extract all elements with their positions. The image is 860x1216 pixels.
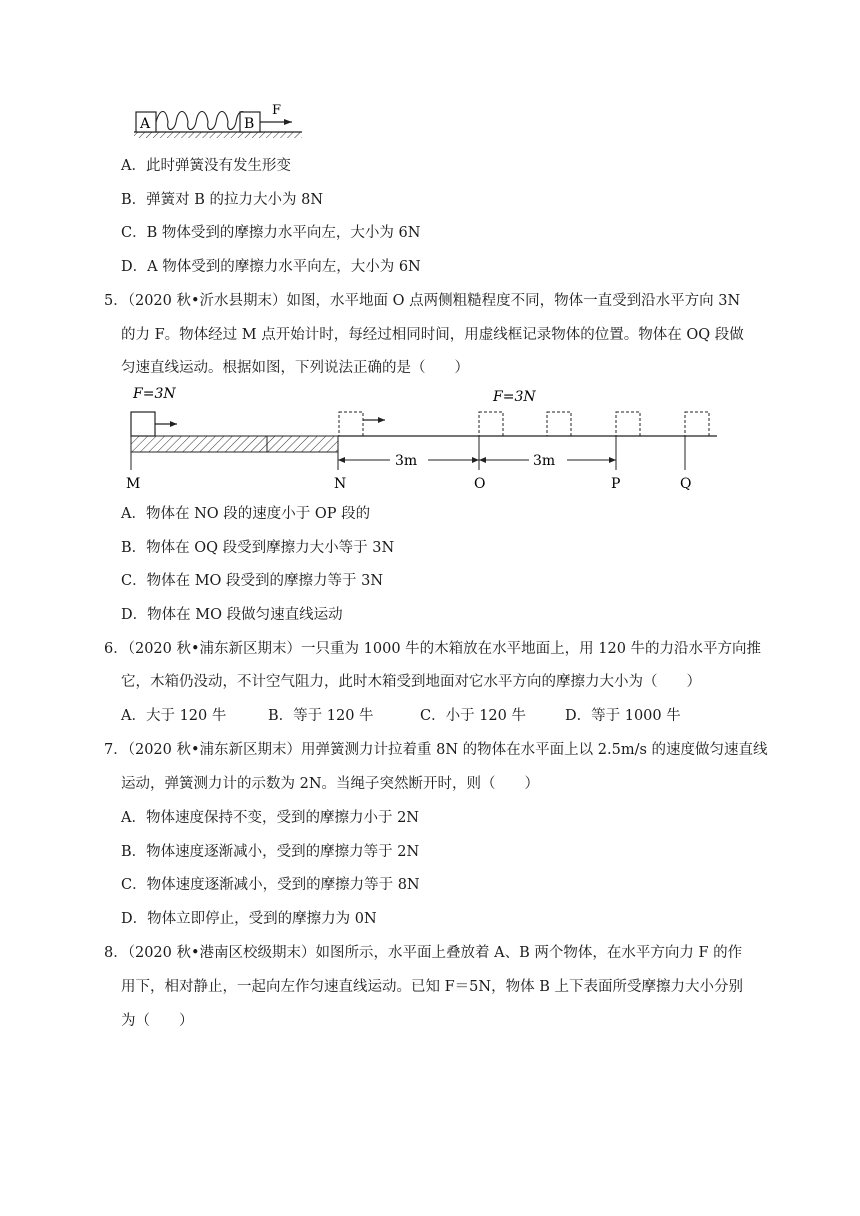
q8-stem-line-2: 用下，相对静止，一起向左作匀速直线运动。已知 F＝5N，物体 B 上下表面所受摩擦力大小分别 — [121, 979, 743, 995]
dashed-block-n — [339, 412, 363, 436]
dimension-arrow-1-left — [338, 457, 345, 463]
q4-option-c: C．B 物体受到的摩擦力水平向左，大小为 6N — [121, 225, 421, 241]
q7-stem-line-1: 7．（2020 秋•浦东新区期末）用弹簧测力计拉着重 8N 的物体在水平面上以 2.5m/s 的速度做匀速直线 — [104, 742, 768, 758]
dimension-arrow-2-left — [479, 457, 486, 463]
distance-label-1: 3m — [395, 453, 418, 469]
force-label-1: F=3N — [133, 386, 176, 402]
distance-label-2: 3m — [533, 453, 556, 469]
q7-option-a: A．物体速度保持不变，受到的摩擦力小于 2N — [121, 810, 419, 826]
dashed-block-p — [616, 412, 640, 436]
q6-option-d: D．等于 1000 牛 — [565, 708, 681, 724]
q4-option-a: A．此时弹簧没有发生形变 — [121, 158, 291, 174]
q4-option-b: B．弹簧对 B 的拉力大小为 8N — [121, 192, 324, 208]
dashed-block-o — [479, 412, 503, 436]
spring-blocks-figure — [120, 100, 310, 142]
arrow-head-at-n — [378, 417, 385, 423]
dashed-block-q — [685, 412, 709, 436]
block-a-label: A — [140, 116, 151, 132]
dashed-block-mid — [547, 412, 571, 436]
block-at-m — [131, 412, 155, 436]
rough-surface — [131, 436, 338, 452]
q5-stem-line-1: 5．（2020 秋•沂水县期末）如图，水平地面 O 点两侧粗糙程度不同，物体一直受到沿水平方向 3N — [104, 293, 741, 309]
motion-figure — [125, 382, 725, 494]
q5-stem-line-3: 匀速直线运动。根据如图，下列说法正确的是（ ） — [121, 360, 469, 376]
q7-option-b: B．物体速度逐渐减小，受到的摩擦力等于 2N — [121, 844, 420, 860]
point-label-n: N — [334, 476, 347, 492]
q7-option-d: D．物体立即停止，受到的摩擦力为 0N — [121, 911, 377, 927]
point-label-q: Q — [680, 476, 692, 492]
q5-option-d: D．物体在 MO 段做匀速直线运动 — [121, 607, 343, 623]
q8-stem-line-3: 为（ ） — [121, 1013, 194, 1029]
spring — [156, 112, 248, 130]
q5-option-c: C．物体在 MO 段受到的摩擦力等于 3N — [121, 573, 384, 589]
q5-stem-line-2: 的力 F。物体经过 M 点开始计时，每经过相同时间，用虚线框记录物体的位置。物体在 OQ 段做 — [121, 327, 744, 343]
q6-option-c: C．小于 120 牛 — [420, 708, 526, 724]
q7-stem-line-2: 运动，弹簧测力计的示数为 2N。当绳子突然断开时，则（ ） — [121, 776, 540, 792]
block-b-label: B — [244, 116, 255, 132]
q8-stem-line-1: 8．（2020 秋•港南区校级期末）如图所示，水平面上叠放着 A、B 两个物体，在水平方向力 F 的作 — [104, 945, 743, 961]
point-label-p: P — [611, 476, 621, 492]
q4-option-d: D．A 物体受到的摩擦力水平向左，大小为 6N — [121, 259, 421, 275]
force-label: F — [272, 103, 282, 118]
point-label-o: O — [474, 476, 486, 492]
force-label-2: F=3N — [493, 389, 536, 405]
force-arrow-head — [284, 119, 292, 125]
q6-option-b: B．等于 120 牛 — [268, 708, 374, 724]
ground-hatch — [134, 132, 302, 138]
q6-stem-line-1: 6．（2020 秋•浦东新区期末）一只重为 1000 牛的木箱放在水平地面上，用 120 牛的力沿水平方向推 — [104, 641, 762, 657]
q6-option-a: A．大于 120 牛 — [121, 708, 227, 724]
q7-option-c: C．物体速度逐渐减小，受到的摩擦力等于 8N — [121, 877, 420, 893]
q5-option-b: B．物体在 OQ 段受到摩擦力大小等于 3N — [121, 540, 395, 556]
dimension-arrow-1-right — [472, 457, 479, 463]
arrow-head-at-m — [170, 421, 177, 427]
dimension-arrow-2-right — [609, 457, 616, 463]
q6-stem-line-2: 它，木箱仍没动，不计空气阻力，此时木箱受到地面对它水平方向的摩擦力大小为（ ） — [121, 674, 701, 690]
point-label-m: M — [126, 476, 141, 492]
q5-option-a: A．物体在 NO 段的速度小于 OP 段的 — [121, 506, 371, 522]
